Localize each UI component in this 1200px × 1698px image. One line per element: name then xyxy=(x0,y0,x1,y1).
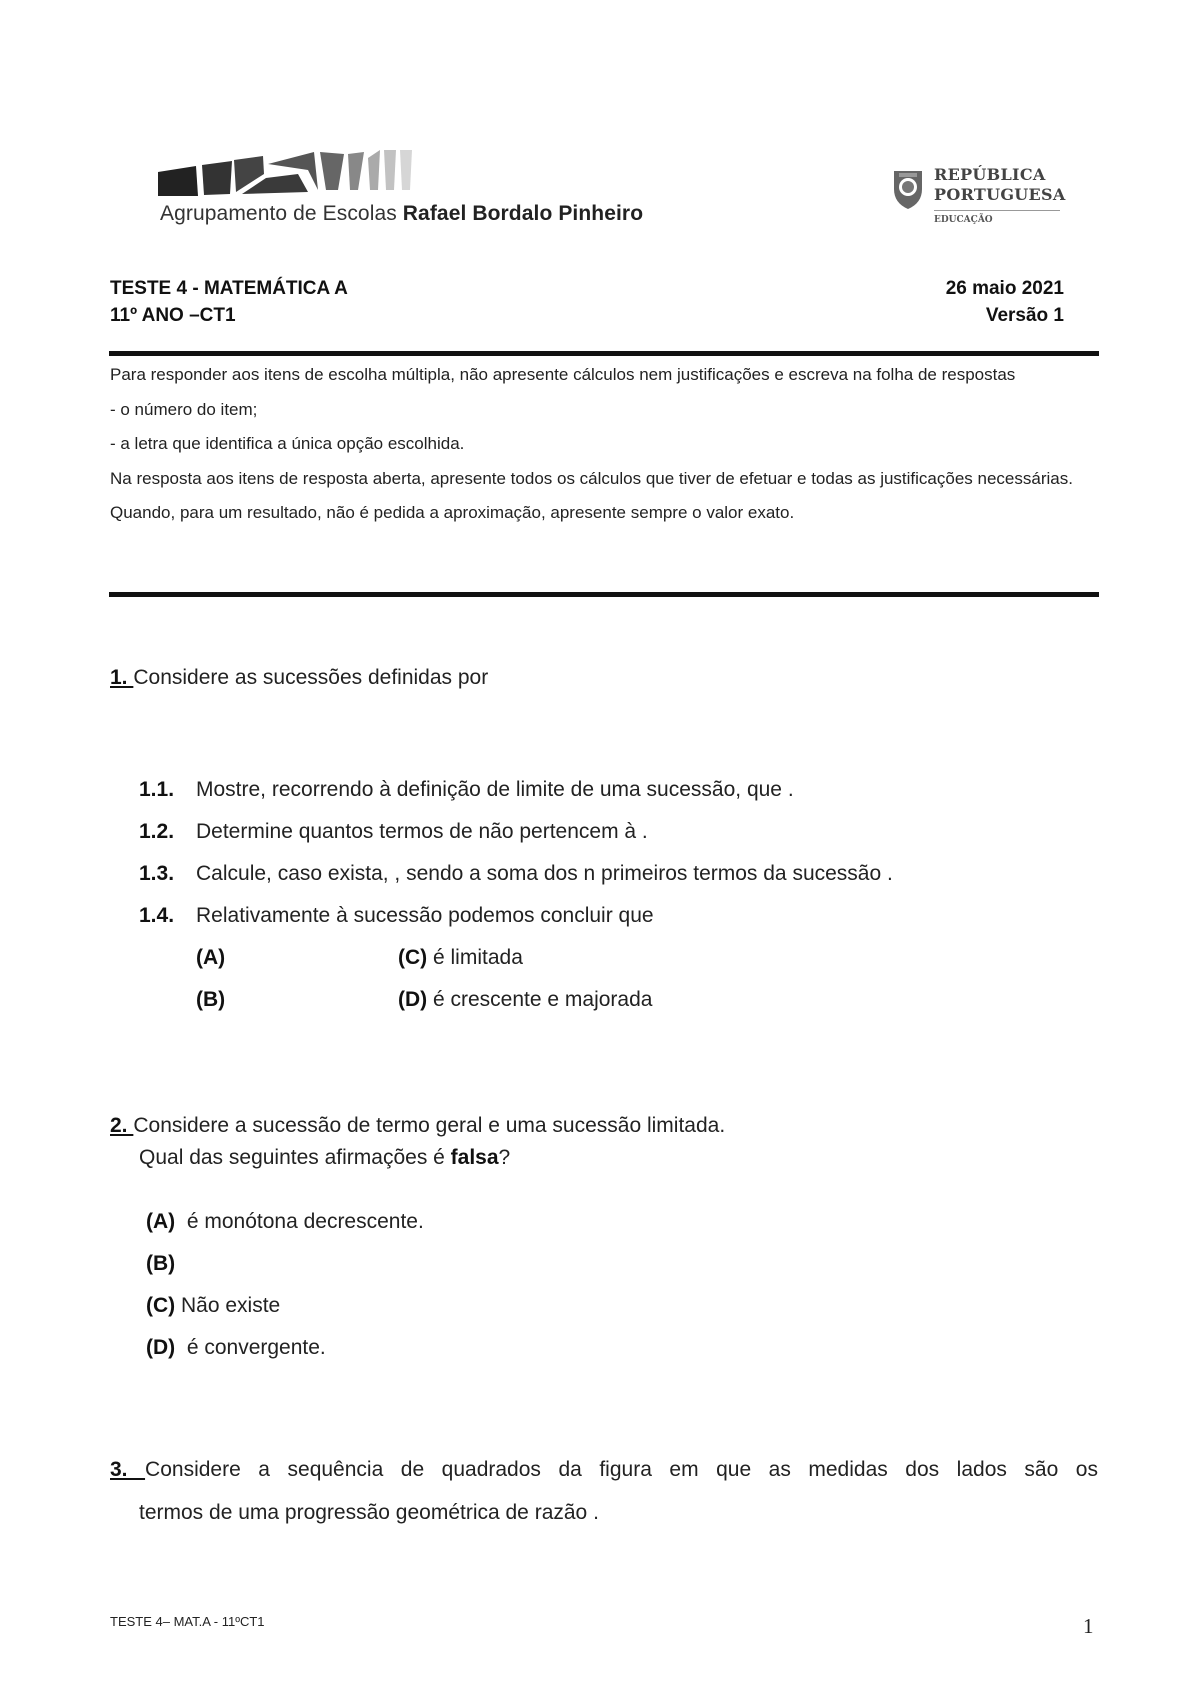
page-number: 1 xyxy=(1083,1614,1094,1638)
school-name: Agrupamento de Escolas Rafael Bordalo Pinheiro xyxy=(160,202,644,225)
item-number: 1.4. xyxy=(139,904,175,927)
question-2-prompt xyxy=(139,1146,510,1170)
item-text: Determine quantos termos de não pertencem à . xyxy=(196,820,648,843)
option-letter: (B) xyxy=(146,1252,176,1275)
republic-emblem-icon xyxy=(890,167,926,211)
item-text: Calcule, caso exista, , sendo a soma dos n primeiros termos da sucessão . xyxy=(196,862,893,885)
instruction-line: Na resposta aos itens de resposta aberta, apresente todos os cálculos que tiver de efetuar e todas as justificações necessárias. xyxy=(110,468,1073,488)
year-class: 11º ANO –CT1 xyxy=(110,305,236,326)
item-number: 1.2. xyxy=(139,820,175,843)
option-2-c xyxy=(146,1294,280,1318)
instruction-line: Para responder aos itens de escolha múltipla, não apresente cálculos nem justificações e escreva na folha de respostas xyxy=(110,365,1016,384)
option-text: é convergente. xyxy=(186,1336,326,1359)
question-3-text: Considere a sequência de quadrados da figura em que as medidas dos lados são os xyxy=(145,1458,1098,1481)
option-1-4-c xyxy=(398,946,523,970)
question-1 xyxy=(110,666,488,690)
top-rule xyxy=(109,351,1099,356)
option-1-4-b xyxy=(196,988,225,1012)
question-2 xyxy=(110,1114,725,1138)
option-letter: (C) xyxy=(146,1294,176,1317)
option-2-b xyxy=(146,1252,175,1276)
option-letter: (D) xyxy=(146,1336,176,1359)
question-3 xyxy=(110,1448,1098,1534)
question-3-line-1 xyxy=(110,1448,1098,1491)
republic-line2: PORTUGUESA xyxy=(934,185,1066,204)
question-3-line-2: termos de uma progressão geométrica de razão . xyxy=(139,1501,599,1524)
instructions-block xyxy=(110,358,1098,531)
option-2-a xyxy=(146,1210,424,1234)
option-letter: (A) xyxy=(146,1210,176,1233)
test-version: Versão 1 xyxy=(985,305,1064,326)
question-1-number: 1. xyxy=(110,666,134,689)
option-text: Não existe xyxy=(181,1294,281,1317)
question-2-number: 2. xyxy=(110,1114,134,1137)
republic-divider xyxy=(934,210,1060,211)
option-1-4-d xyxy=(398,988,652,1012)
instruction-line: - o número do item; xyxy=(110,399,258,419)
test-date: 26 maio 2021 xyxy=(945,278,1064,299)
item-text: Relativamente à sucessão podemos concluir que xyxy=(196,904,654,927)
item-text: Mostre, recorrendo à definição de limite de uma sucessão, que . xyxy=(196,778,794,801)
prompt-suffix: ? xyxy=(498,1146,511,1169)
option-text: é monótona decrescente. xyxy=(186,1210,424,1233)
ministry-label: EDUCAÇÃO xyxy=(934,215,993,225)
test-title: TESTE 4 - MATEMÁTICA A xyxy=(110,278,348,299)
question-1-text: Considere as sucessões definidas por xyxy=(133,666,489,689)
option-letter: (C) xyxy=(398,946,428,969)
republic-logo xyxy=(890,165,1070,230)
footer-label: TESTE 4– MAT.A - 11ºCT1 xyxy=(110,1614,265,1629)
prompt-prefix: Qual das seguintes afirmações é xyxy=(139,1146,451,1169)
prompt-emphasis: falsa xyxy=(450,1146,499,1169)
option-letter: (D) xyxy=(398,988,428,1011)
option-letter: (A) xyxy=(196,946,226,969)
question-3-number: 3. xyxy=(110,1458,146,1481)
school-logo xyxy=(158,150,698,230)
item-number: 1.3. xyxy=(139,862,175,885)
instruction-line: Quando, para um resultado, não é pedida a aproximação, apresente sempre o valor exato. xyxy=(110,503,795,522)
question-2-text: Considere a sucessão de termo geral e uma sucessão limitada. xyxy=(133,1114,726,1137)
option-text: é limitada xyxy=(433,946,523,969)
item-number: 1.1. xyxy=(139,778,175,801)
option-text: é crescente e majorada xyxy=(433,988,653,1011)
option-2-d xyxy=(146,1336,326,1360)
option-1-4-a xyxy=(196,946,225,970)
school-logo-mark-icon xyxy=(158,150,428,200)
republic-line1: REPÚBLICA xyxy=(934,165,1046,184)
option-letter: (B) xyxy=(196,988,226,1011)
bottom-rule xyxy=(109,592,1099,597)
instruction-line: - a letra que identifica a única opção escolhida. xyxy=(110,434,465,453)
